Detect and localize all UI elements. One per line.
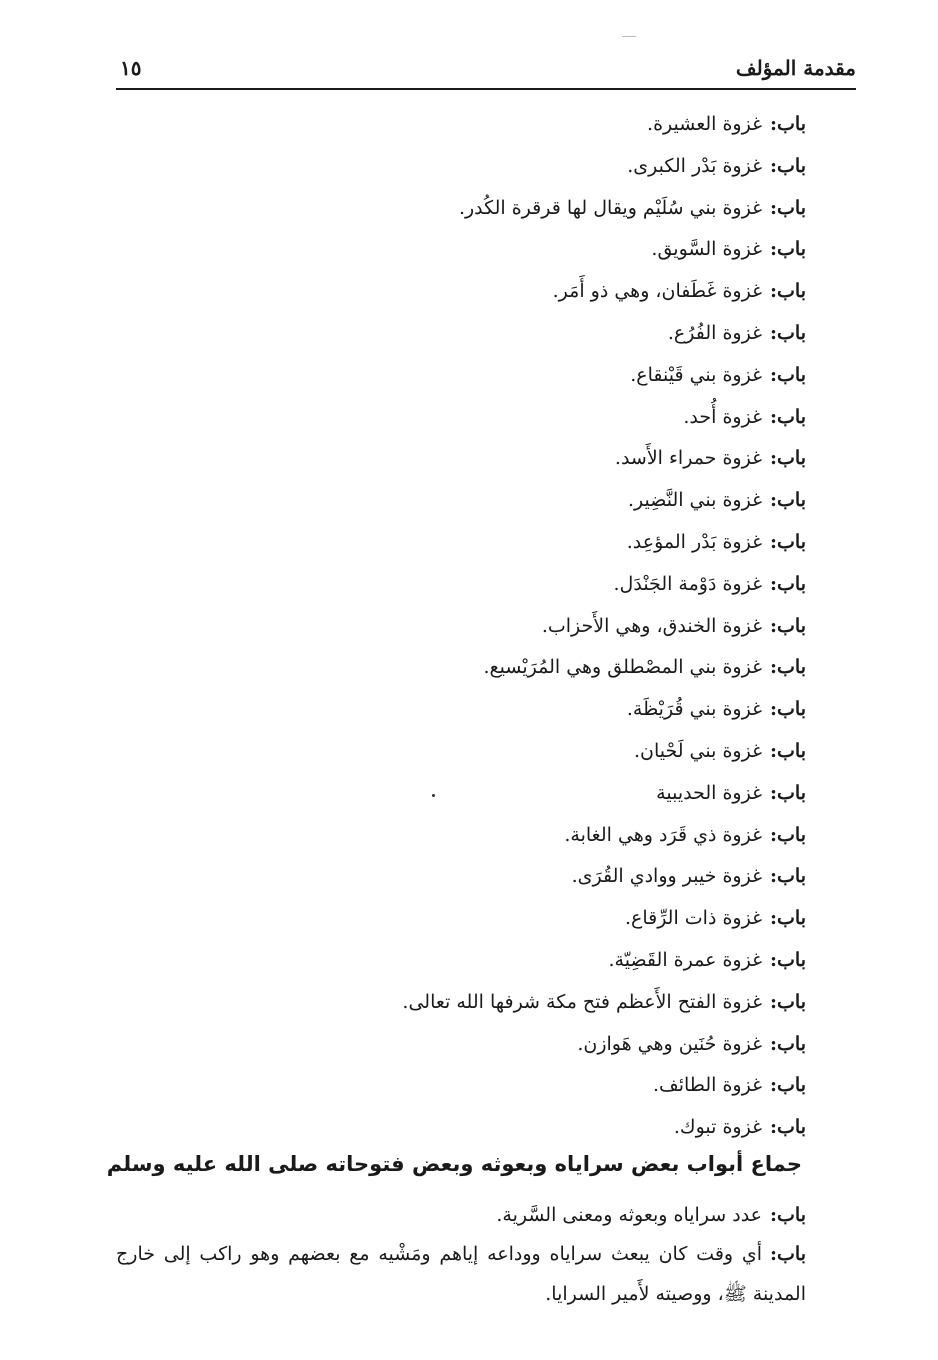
entry-label: باب:	[770, 280, 806, 303]
entry-label: باب:	[770, 363, 806, 386]
list-item	[106, 689, 806, 731]
entry-text: غزوة خيبر ووادي القُرَى.	[571, 865, 763, 888]
list-item	[106, 1107, 806, 1149]
entry-label: باب:	[770, 1032, 806, 1055]
entry-label: باب:	[770, 1074, 806, 1097]
entry-text: غزوة بني سُلَيْم ويقال لها قرقرة الكُدر.	[458, 196, 763, 219]
entry-text: غزوة عمرة القَضِيّة.	[608, 948, 763, 971]
entry-label: باب:	[770, 865, 806, 888]
entry-text: غزوة دَوْمة الجَنْدَل.	[613, 572, 763, 595]
page-mark	[622, 36, 636, 37]
list-item	[106, 1065, 806, 1107]
page-number: ١٥	[120, 56, 142, 80]
list-item	[106, 438, 806, 480]
entry-label: باب:	[770, 656, 806, 679]
entry-label: باب:	[770, 823, 806, 846]
section-heading: جماع أبواب بعض سراياه وبعوثه وبعض فتوحاته صلى الله عليه وسلم	[106, 1152, 802, 1176]
entry-text: عدد سراياه وبعوثه ومعنى السَّرية.	[496, 1204, 763, 1226]
entry-label: باب:	[770, 321, 806, 344]
entry-text: غزوة الفتح الأَعظم فتح مكة شرفها الله تعالى.	[402, 990, 763, 1013]
list-item	[106, 898, 806, 940]
entry-label: باب:	[770, 238, 806, 261]
entry-text: غزوة ذات الرِّقاع.	[624, 907, 763, 930]
entry-text: غزوة ذي قَرَد وهي الغابة.	[564, 823, 763, 846]
list-item	[106, 355, 806, 397]
entry-label: باب:	[770, 154, 806, 177]
entry-text: غزوة غَطَفان، وهي ذو أَمَر.	[552, 280, 763, 303]
entry-text: أي وقت كان يبعث سراياه ووداعه إياهم ومَشْيه مع بعضهم وهو راكب إلى خارج المدينة ﷺ، ووصيته لأَمير السرايا.	[116, 1243, 806, 1305]
entry-label: باب:	[770, 781, 806, 804]
entry-text: غزوة العشيرة.	[647, 113, 763, 135]
entry-text: غزوة الفُرُع.	[667, 321, 763, 344]
print-speck	[432, 794, 435, 797]
entry-text: غزوة الحديبية	[656, 781, 763, 804]
list-item	[106, 1196, 806, 1234]
list-item	[106, 229, 806, 271]
list-item	[106, 188, 806, 230]
entry-label: باب:	[770, 1243, 806, 1265]
list-item	[106, 1024, 806, 1066]
entry-text: غزوة بني المصْطلق وهي المُرَيْسيع.	[483, 656, 763, 679]
chapter-list	[106, 104, 806, 1149]
entry-label: باب:	[770, 990, 806, 1013]
entry-label: باب:	[770, 447, 806, 470]
entry-label: باب:	[770, 113, 806, 135]
list-item	[106, 522, 806, 564]
entry-label: باب:	[770, 739, 806, 762]
entry-label: باب:	[770, 572, 806, 595]
list-item	[106, 271, 806, 313]
list-item	[106, 146, 806, 188]
entry-text: غزوة بَدْر الكبرى.	[627, 154, 763, 177]
entry-text: غزوة بني النَّضِير.	[627, 489, 763, 512]
list-item	[106, 564, 806, 606]
list-item	[106, 982, 806, 1024]
entry-text: غزوة بني قَيْنقاع.	[630, 363, 763, 386]
list-item	[106, 397, 806, 439]
entry-text: غزوة تبوك.	[673, 1116, 763, 1139]
entry-text: غزوة بَدْر المؤعِد.	[626, 530, 763, 553]
list-item	[106, 940, 806, 982]
list-item	[106, 104, 806, 146]
list-item	[106, 731, 806, 773]
entry-text: غزوة بني قُرَيْظَة.	[626, 698, 763, 721]
entry-label: باب:	[770, 1204, 806, 1226]
entry-label: باب:	[770, 907, 806, 930]
entry-text: غزوة الخندق، وهي الأَحزاب.	[541, 614, 763, 637]
section-chapter-list	[106, 1196, 806, 1314]
entry-text: غزوة حمراء الأَسد.	[614, 447, 763, 470]
entry-text: غزوة بني لَحْيان.	[633, 739, 763, 762]
list-item	[106, 647, 806, 689]
header-divider	[116, 88, 856, 90]
list-item	[106, 606, 806, 648]
entry-text: غزوة السَّويق.	[651, 238, 763, 261]
entry-label: باب:	[770, 698, 806, 721]
list-item	[116, 1234, 806, 1314]
entry-label: باب:	[770, 530, 806, 553]
entry-text: غزوة حُنَين وهي هَوازن.	[577, 1032, 763, 1055]
list-item	[106, 480, 806, 522]
entry-label: باب:	[770, 489, 806, 512]
entry-label: باب:	[770, 405, 806, 428]
list-item	[106, 815, 806, 857]
entry-label: باب:	[770, 614, 806, 637]
entry-label: باب:	[770, 196, 806, 219]
list-item	[106, 773, 806, 815]
entry-text: غزوة الطائف.	[652, 1074, 763, 1097]
list-item	[106, 313, 806, 355]
entry-label: باب:	[770, 948, 806, 971]
entry-label: باب:	[770, 1116, 806, 1139]
entry-text: غزوة أُحد.	[683, 405, 763, 428]
header-title: مقدمة المؤلف	[735, 56, 856, 80]
list-item	[106, 856, 806, 898]
running-header	[116, 52, 856, 86]
